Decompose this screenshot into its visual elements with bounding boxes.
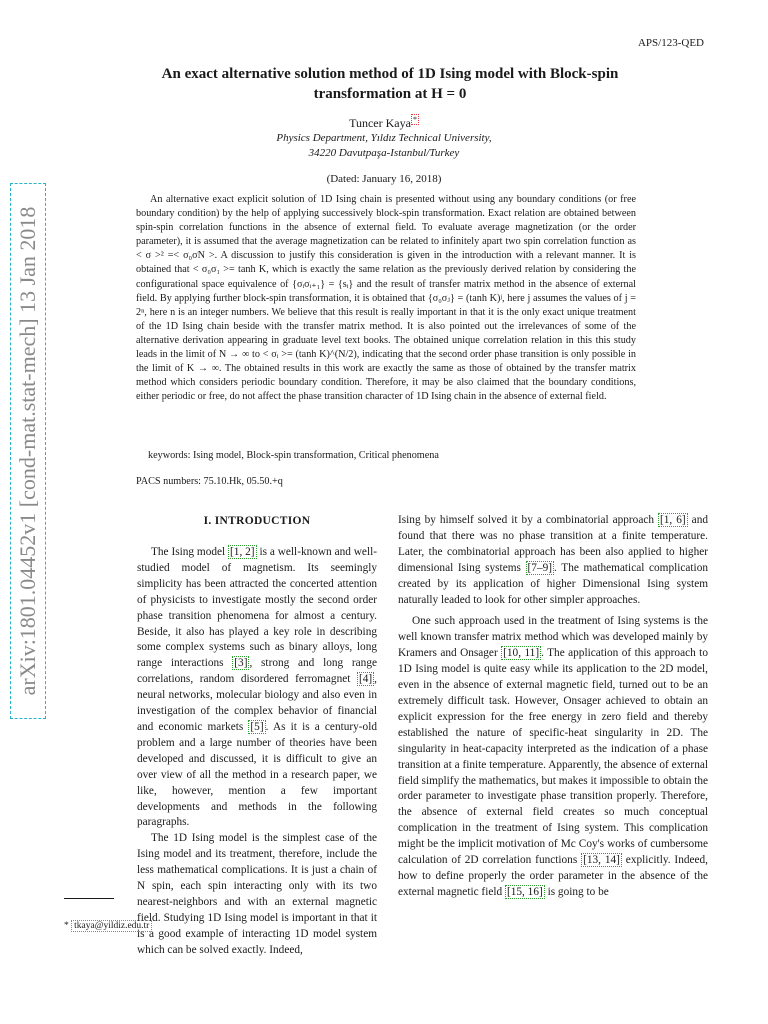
citation-link[interactable]: [15, 16] [506,885,543,898]
right-column [398,513,708,901]
affiliation-line-1: Physics Department, Yıldız Technical University, [276,132,492,144]
author-line [0,115,768,131]
arxiv-identifier[interactable]: arXiv:1801.04452v1 [cond-mat.stat-mech] 13 Jan 2018 [15,206,40,696]
footnote [64,921,152,931]
text-run: . The application of this approach to 1D Ising model is quite easy while its application to the 2D model, even in the absence of external magnetic field, turned out to be an extremely difficult task. However, Onsager achieved to obtain an explicit expression for the free energy in zero field and thereby established the nature of specific-heat singularity in 2D. The singularity in heat-capacity interpreted as the indication of a phase transition at a finite temperature. Apparently, the absence of external field simplify the mathematics, but makes it impossible to obtain the order parameter to investigate phase transition properly. Therefore, the absence of external field creates so much conceptual complication in the treatment of Ising system. This complication might be the implicit motivation of Mc Coy's works of cumbersome calculation of 2D correlation functions [398,647,708,867]
text-run: . As it is a century-old problem and a large number of theories have been developed and discussed, it is difficult to give an over view of all the method in a research paper, we like, however, mention a few important developments and methods in the following paragraphs. [137,720,377,829]
intro-paragraph-1 [137,545,377,831]
text-run: is going to be [544,885,609,898]
arxiv-sidebar[interactable] [10,183,46,719]
keywords: keywords: Ising model, Block-spin transformation, Critical phenomena [148,450,439,461]
text-run: . The mathematical complication created by its application of higher Dimensional Ising system naturally leaded to look for other simpler approaches. [398,561,708,606]
paper-title [100,64,680,104]
citation-link[interactable]: [7–9] [527,561,553,574]
intro-paragraph-4 [398,614,708,900]
affiliation [0,131,768,161]
citation-link[interactable]: [10, 11] [503,647,540,660]
date-line: (Dated: January 16, 2018) [326,173,442,185]
citation-link[interactable]: [5] [250,720,264,733]
text-run: and found that there was no phase transition at a finite temperature. Later, the combinatorial approach has been also applied to higher dimensional Ising systems [398,514,708,574]
author-email-link[interactable]: tkaya@yildiz.edu.tr [71,920,152,932]
citation-link[interactable]: [13, 14] [583,854,620,867]
left-column [137,545,377,959]
section-heading-introduction: I. INTRODUCTION [203,515,311,527]
pacs-numbers: PACS numbers: 75.10.Hk, 05.50.+q [136,476,283,487]
footnote-rule [64,898,114,899]
intro-paragraph-3 [398,513,708,608]
text-run: , strong and long range correlations, random disordered ferromagnet [137,657,377,686]
text-run: The Ising model [151,546,229,558]
footnote-mark: * [64,921,69,931]
citation-link[interactable]: [1, 2] [230,546,255,558]
text-run: explicitly. Indeed, how to define properly the order parameter in the absence of the external magnetic field [398,854,708,898]
affiliation-line-2: 34220 Davutpaşa-Istanbul/Turkey [308,147,460,159]
abstract: An alternative exact explicit solution of 1D Ising chain is presented without using any boundary conditions (or free boundary condition) by the help of applying successively block-spin transformation. Exact relation are obtained between spin-spin correlation functions in the absence of external field. To evaluate average magnetization (or the order parameter), it is assumed that the average magnetization can be related to infinitely apart two spin correlation function as < σ >² =< σ₀σN >. A discussion to justify this consideration is given in the introduction with a relevant manner. It is obtained that < σ₀σ₁ >= tanh K, which is exactly the same relation as the previously derived relation by considering the configurational space equivalence of {σᵢσᵢ₊₁} = {sᵢ} and the result of transfer matrix method in the absence of external field. By applying further block-spin transformation, it is obtained that {σ₀σⱼ} = (tanh K)ʲ, here j assumes the values of j = 2ⁿ, here n is an integer numbers. We believe that this result is really important in that it is the only exact unique treatment of the 1D Ising chain beside with the transfer matrix method. It is also pointed out the irrelevances of some of the alternative derivation appearing in graduate level text books. The obtained unique correlation relation in this this study leads in the limit of N → ∞ to < σᵢ >= (tanh K)^(N/2), indicating that the second order phase transition is only possible in the limit of K → ∞. The obtained results in this work are exactly the same as those of obtained by the transfer matrix method which considers periodic boundary condition. Therefore, it may be also claimed that the boundary conditions, either periodic or free, do not affect the phase transition character of 1D Ising chain in the absence of external field. [136,194,636,403]
text-run: One such approach used in the treatment of Ising systems is the well known transfer matrix method which was developed mainly by Kramers and Onsager [398,615,708,660]
title-line-2: transformation at H = 0 [313,86,467,102]
citation-link[interactable]: [4] [358,673,373,686]
text-run: Ising by himself solved it by a combinatorial approach [398,514,659,526]
text-run: , neural networks, molecular biology and also even in investigation of the complex behavior of financial and economic markets [137,673,377,733]
author-name: Tuncer Kaya [349,116,411,130]
intro-paragraph-2: The 1D Ising model is the simplest case of the Ising model and its treatment, therefore, include the less mathematical complications. It is just a chain of N spin, each spin interacting only with its two nearest-neighbors and with an external magnetic field. Studying 1D Ising model is important in that it is a good example of interacting 1D model system which can be solved exactly. Indeed, [137,832,377,956]
author-footnote-link[interactable]: * [412,115,417,124]
citation-link[interactable]: [1, 6] [660,514,686,526]
text-run: is a well-known and well-studied model of magnetism. Its seemingly simplicity has been attracted the concerted attention of physicists to investigate mostly the second order phase transition phenomena for almost a century. Beside, it also has played a key role in describing some complex systems such as binary alloys, long range interactions [137,546,377,670]
title-line-1: An exact alternative solution method of 1D Ising model with Block-spin [161,66,619,82]
report-number: APS/123-QED [637,37,704,49]
citation-link[interactable]: [3] [234,657,248,670]
